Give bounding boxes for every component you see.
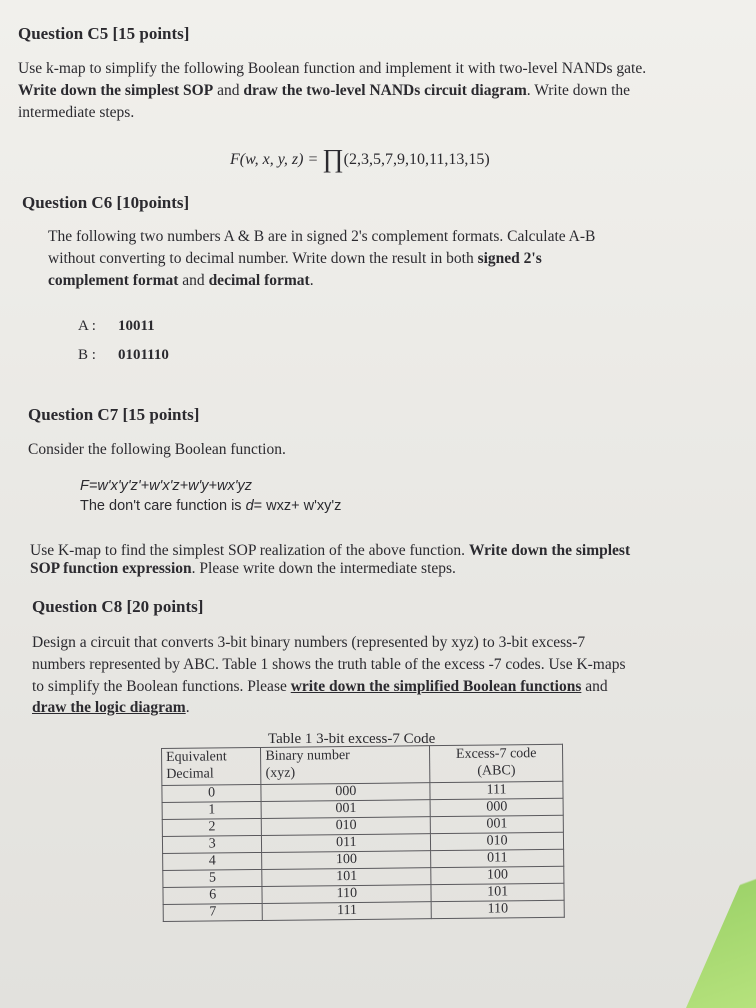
c6-line-2 (48, 248, 542, 269)
c8-line-2: numbers represented by ABC. Table 1 shows the truth table of the excess -7 codes. Use K-maps (32, 656, 626, 673)
c8-text-end: . (185, 699, 190, 716)
c8-text-and: and (581, 678, 608, 695)
header-excess (430, 744, 563, 782)
c5-formula-lhs: F(w, x, y, z) = (230, 151, 319, 168)
c5-formula (230, 144, 490, 174)
cell-decimal: 3 (162, 835, 262, 853)
c7-bold-2: SOP function expression (30, 560, 192, 577)
table-row (163, 900, 564, 921)
cell-binary: 110 (262, 885, 431, 904)
c6-title: Question C6 [10points] (22, 193, 190, 212)
c6-bold: signed 2's (477, 250, 542, 267)
c6-text-end: . (309, 272, 314, 289)
cell-decimal: 1 (162, 801, 262, 819)
c7-text: Use K-map to find the simplest SOP realization of the above function. (30, 542, 469, 559)
c5-title: Question C5 [15 points] (18, 24, 190, 43)
c8-line-1: Design a circuit that converts 3-bit binary numbers (represented by xyz) to 3-bit excess-7 (32, 634, 586, 651)
c5-line-3: intermediate steps. (18, 104, 135, 121)
cell-excess: 001 (431, 815, 564, 833)
table-header-row (162, 744, 563, 785)
c8-bold-underline: write down the simplified Boolean functions (290, 678, 582, 695)
c8-text: to simplify the Boolean functions. Please (32, 678, 291, 695)
c6-line-3 (48, 270, 314, 291)
cell-decimal: 7 (163, 903, 263, 921)
c6-bold-3: decimal format (208, 272, 310, 289)
c6-b-value: 0101110 (118, 347, 169, 363)
header-decimal-line-1: Equivalent (166, 749, 227, 765)
c7-text-2: . Please write down the intermediate steps. (191, 560, 456, 577)
c5-bold-1: Write down the simplest SOP (18, 82, 214, 99)
header-binary (261, 746, 430, 785)
header-excess-line-2: (ABC) (477, 763, 516, 779)
cell-binary: 111 (262, 902, 431, 921)
c6-a-value: 10011 (118, 318, 155, 334)
cell-excess: 010 (431, 832, 564, 850)
product-symbol: ∏ (322, 144, 344, 173)
cell-decimal: 5 (163, 869, 263, 887)
c6-text-and: and (178, 272, 209, 289)
cell-binary: 001 (261, 800, 430, 819)
cell-binary: 010 (262, 817, 431, 836)
cell-excess: 011 (431, 849, 564, 867)
cell-decimal: 4 (163, 852, 263, 870)
c8-line-3 (32, 676, 608, 697)
c6-a-label: A : (78, 318, 96, 334)
cell-decimal: 6 (163, 886, 263, 904)
header-decimal (162, 747, 262, 785)
header-excess-line-1: Excess-7 code (455, 746, 537, 762)
excess-7-table (161, 744, 565, 922)
c7-bold: Write down the simplest (468, 542, 631, 559)
c7-dontcare-d: d (245, 498, 254, 514)
c7-title: Question C7 [15 points] (28, 405, 200, 424)
c7-dontcare (80, 498, 341, 514)
c6-bold-2: complement format (48, 272, 179, 289)
cell-excess: 110 (431, 900, 564, 918)
table-caption: Table 1 3-bit excess-7 Code (268, 731, 436, 747)
cell-decimal: 2 (162, 818, 262, 836)
cell-binary: 100 (262, 851, 431, 870)
c5-line-1: Use k-map to simplify the following Boolean function and implement it with two-level NANDs gate. (18, 60, 647, 77)
c6-b-label: B : (78, 347, 96, 363)
c6-line-1: The following two numbers A & B are in signed 2's complement formats. Calculate A-B (48, 228, 596, 245)
c5-bold-2: draw the two-level NANDs circuit diagram (243, 82, 527, 99)
c5-text-and: and (213, 82, 244, 99)
c8-line-4 (32, 697, 190, 718)
c7-dontcare-text: The don't care function is (80, 498, 246, 514)
c7-line-1: Consider the following Boolean function. (28, 441, 286, 458)
cell-decimal: 0 (162, 784, 262, 802)
header-binary-line-1: Binary number (265, 748, 350, 764)
header-decimal-line-2: Decimal (166, 766, 214, 782)
cell-excess: 000 (430, 798, 563, 816)
c7-line-3 (30, 558, 456, 579)
cell-excess: 111 (430, 781, 563, 799)
cell-binary: 000 (261, 783, 430, 802)
c7-function: F=w'x'y'z'+w'x'z+w'y+wx'yz (80, 478, 253, 494)
cell-excess: 100 (431, 866, 564, 884)
header-binary-line-2: (xyz) (265, 765, 296, 781)
cell-binary: 011 (262, 834, 431, 853)
c8-bold-2: draw the logic diagram (32, 699, 186, 716)
c5-line-2 (18, 80, 630, 101)
c5-text-tail: . Write down the (526, 82, 631, 99)
cell-binary: 101 (262, 868, 431, 887)
cell-excess: 101 (431, 883, 564, 901)
c7-dontcare-expr: = wxz+ w'xy'z (253, 498, 342, 514)
c6-text: without converting to decimal number. Write down the result in both (48, 250, 478, 267)
c8-title: Question C8 [20 points] (32, 597, 204, 616)
c5-formula-rhs: (2,3,5,7,9,10,11,13,15) (343, 151, 490, 168)
